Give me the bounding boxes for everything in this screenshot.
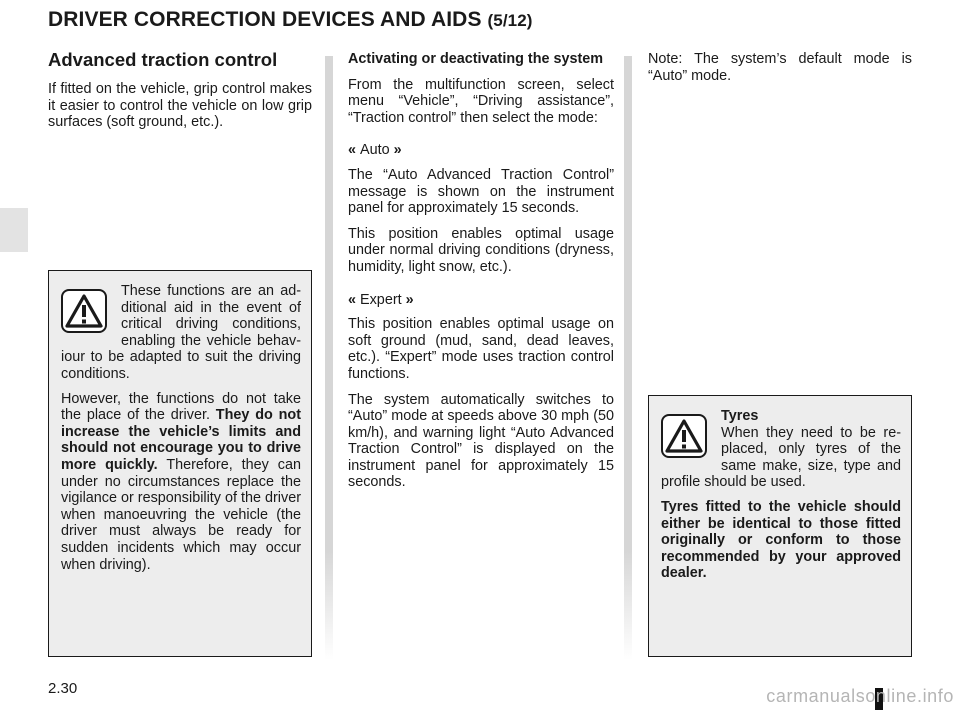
warning-box-functions [48,270,312,657]
tyres-paragraph-2: Tyres fitted to the vehicle should either be identical to those fitted originally or conform to those recommended by your approved dealer. [661,498,901,582]
page-title-counter: (5/12) [487,11,533,30]
column-1 [48,50,312,140]
note-paragraph: Note: The system’s default mode is “Auto” mode. [648,51,912,84]
auto-usage-paragraph: This position enables optimal usage under normal driving conditions (dryness, humidity, light snow, etc.). [348,225,614,275]
warning-box-tyres [648,395,912,657]
activation-heading: Activating or deactivating the system [348,51,604,67]
quote-close: » [389,142,402,159]
mode-auto-label [348,142,614,159]
intro-paragraph: If fitted on the vehicle, grip control makes it easier to control the vehicle on low grip surfaces (soft ground, etc.). [48,81,312,131]
warning-text-normal: However, the functions do not take the place of the driver. [61,390,301,424]
column-divider-left [325,56,333,660]
warning-paragraph-1: These functions are an additional aid in the event of critical driving conditions, enabling the vehicle behaviour to be adapted to suit the driving conditions. [61,283,301,382]
tyres-title: Tyres [721,408,759,424]
tyres-paragraph-1: When they need to be replaced, only tyres of the same make, size, type and profile should be used. [661,424,901,491]
activation-paragraph: From the multifunction screen, select menu “Vehicle”, “Driving assistance”, “Traction control” then select the mode: [348,76,614,126]
warning-text-normal-end: Therefore, they can under no circumstances replace the vigilance or responsibility of the driver when manoeuvring the vehicle (the driver must always be ready for sudden incidents which may occur when driving). [61,456,301,573]
mode-expert-text: Expert [360,291,402,308]
column-2 [348,51,614,500]
auto-switch-paragraph: The system automatically switches to “Auto” mode at speeds above 30 mph (50 km/h), and warning light “Auto Advanced Traction Control” is displayed on the instrument panel for approximately 15 seconds. [348,391,614,491]
column-divider-right [624,56,632,660]
warning-triangle-icon [61,289,107,333]
watermark: carmanualsonline.info [766,686,954,706]
warning-triangle-icon [661,414,707,458]
mode-expert-label [348,292,614,309]
chapter-side-tab [0,208,28,252]
section-title: Advanced traction control [48,49,278,70]
warning-text-bold: They do not increase the vehicle’s limits and should not encourage you to drive more quickly. [61,407,301,473]
page-number: 2.30 [48,680,78,697]
auto-message-paragraph: The “Auto Advanced Traction Control” message is shown on the instrument panel for approximately 15 seconds. [348,166,614,217]
page-title [48,8,533,32]
warning-paragraph-2 [61,391,301,574]
page-title-text: DRIVER CORRECTION DEVICES AND AIDS [48,8,482,31]
column-3 [648,51,912,93]
expert-usage-paragraph: This position enables optimal usage on soft ground (mud, sand, dead leaves, etc.). “Expert” mode uses traction control functions. [348,316,614,382]
quote-open: « [348,291,361,308]
quote-close: » [401,291,414,308]
quote-open: « [348,142,361,159]
mode-auto-text: Auto [360,142,390,159]
